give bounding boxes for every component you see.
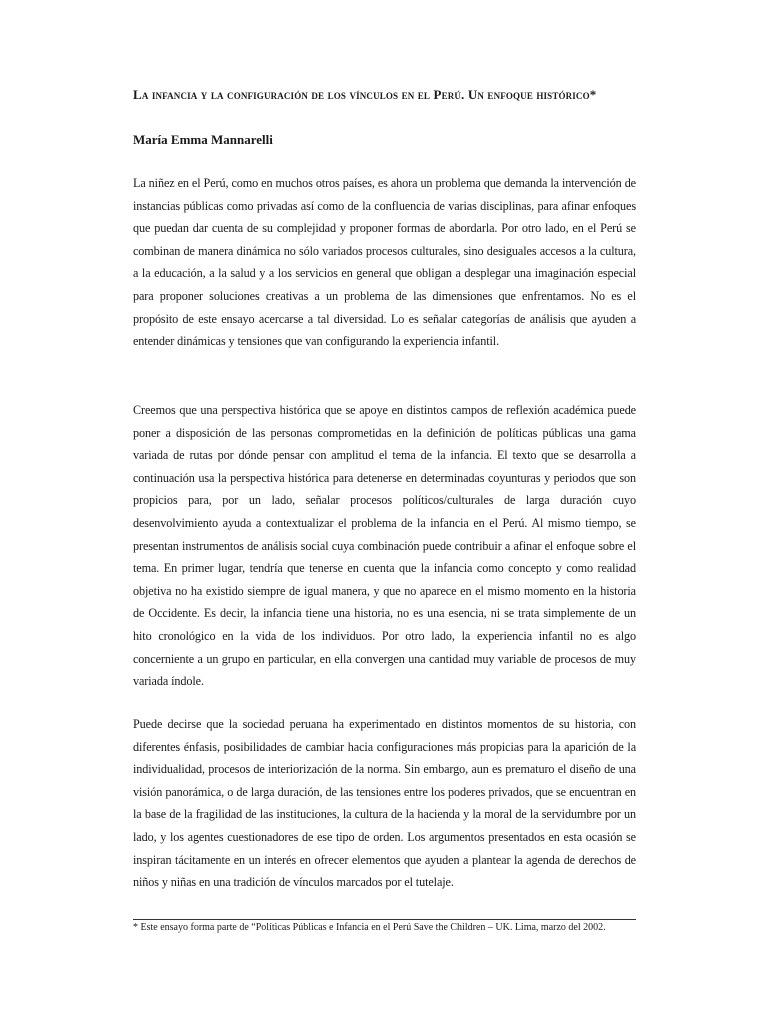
body-paragraph-2: Creemos que una perspectiva histórica que se apoye en distintos campos de reflexión académica puede poner a disposición de las personas comprometidas en la definición de políticas públicas una gama variada de rutas por dónde pensar con amplitud el tema de la infancia. El texto que se desarrolla a continuación usa la perspectiva histórica para detenerse en determinadas coyunturas y periodos que son propicios para, por un lado, señalar procesos políticos/culturales de larga duración cuyo desenvolvimiento ayuda a contextualizar el problema de la infancia en el Perú. Al mismo tiempo, se presentan instrumentos de análisis social cuya combinación puede contribuir a afinar el enfoque sobre el tema. En primer lugar, tendría que tenerse en cuenta que la infancia como concepto y como realidad objetiva no ha existido siempre de igual manera, y que no aparece en el mismo momento en la historia de Occidente. Es decir, la infancia tiene una historia, no es una esencia, ni se trata simplemente de un hito cronológico en la vida de los individuos. Por otro lado, la experiencia infantil no es algo concerniente a un grupo en particular, en ella convergen una cantidad muy variable de procesos de muy variada índole. xyxy=(133,403,636,689)
footnote-divider xyxy=(133,919,636,920)
body-paragraph-3: Puede decirse que la sociedad peruana ha experimentado en distintos momentos de su historia, con diferentes énfasis, posibilidades de cambiar hacia configuraciones más propicias para la aparición de la individualidad, procesos de interiorización de la norma. Sin embargo, aun es prematuro el diseño de una visión panorámica, o de larga duración, de las tensiones entre los poderes privados, que se encuentran en la base de la fragilidad de las instituciones, la cultura de la hacienda y la moral de la servidumbre por un lado, y los agentes cuestionadores de ese tipo de orden. Los argumentos presentados en esta ocasión se inspiran tácitamente en un interés en ofrecer elementos que ayuden a plantear la agenda de derechos de niños y niñas en una tradición de vínculos marcados por el tutelaje. xyxy=(133,717,636,890)
document-title: La infancia y la configuración de los vínculos en el Perú. Un enfoque histórico* xyxy=(133,87,597,102)
body-paragraph-1: La niñez en el Perú, como en muchos otros países, es ahora un problema que demanda la intervención de instancias públicas como privadas así como de la confluencia de varias disciplinas, para afinar enfoques que puedan dar cuenta de su complejidad y proponer formas de abordarla. Por otro lado, en el Perú se combinan de manera dinámica no sólo variados procesos culturales, sino desiguales accesos a la cultura, a la educación, a la salud y a los servicios en general que obligan a desplegar una imaginación especial para proponer soluciones creativas a un problema de las dimensiones que enfrentamos. No es el propósito de este ensayo acercarse a tal diversidad. Lo es señalar categorías de análisis que ayuden a entender dinámicas y tensiones que van configurando la experiencia infantil. xyxy=(133,176,636,349)
author-name: María Emma Mannarelli xyxy=(133,132,273,147)
footnote: * Este ensayo forma parte de “Políticas Públicas e Infancia en el Perú Save the Children – UK. Lima, marzo del 2002. xyxy=(133,922,606,933)
